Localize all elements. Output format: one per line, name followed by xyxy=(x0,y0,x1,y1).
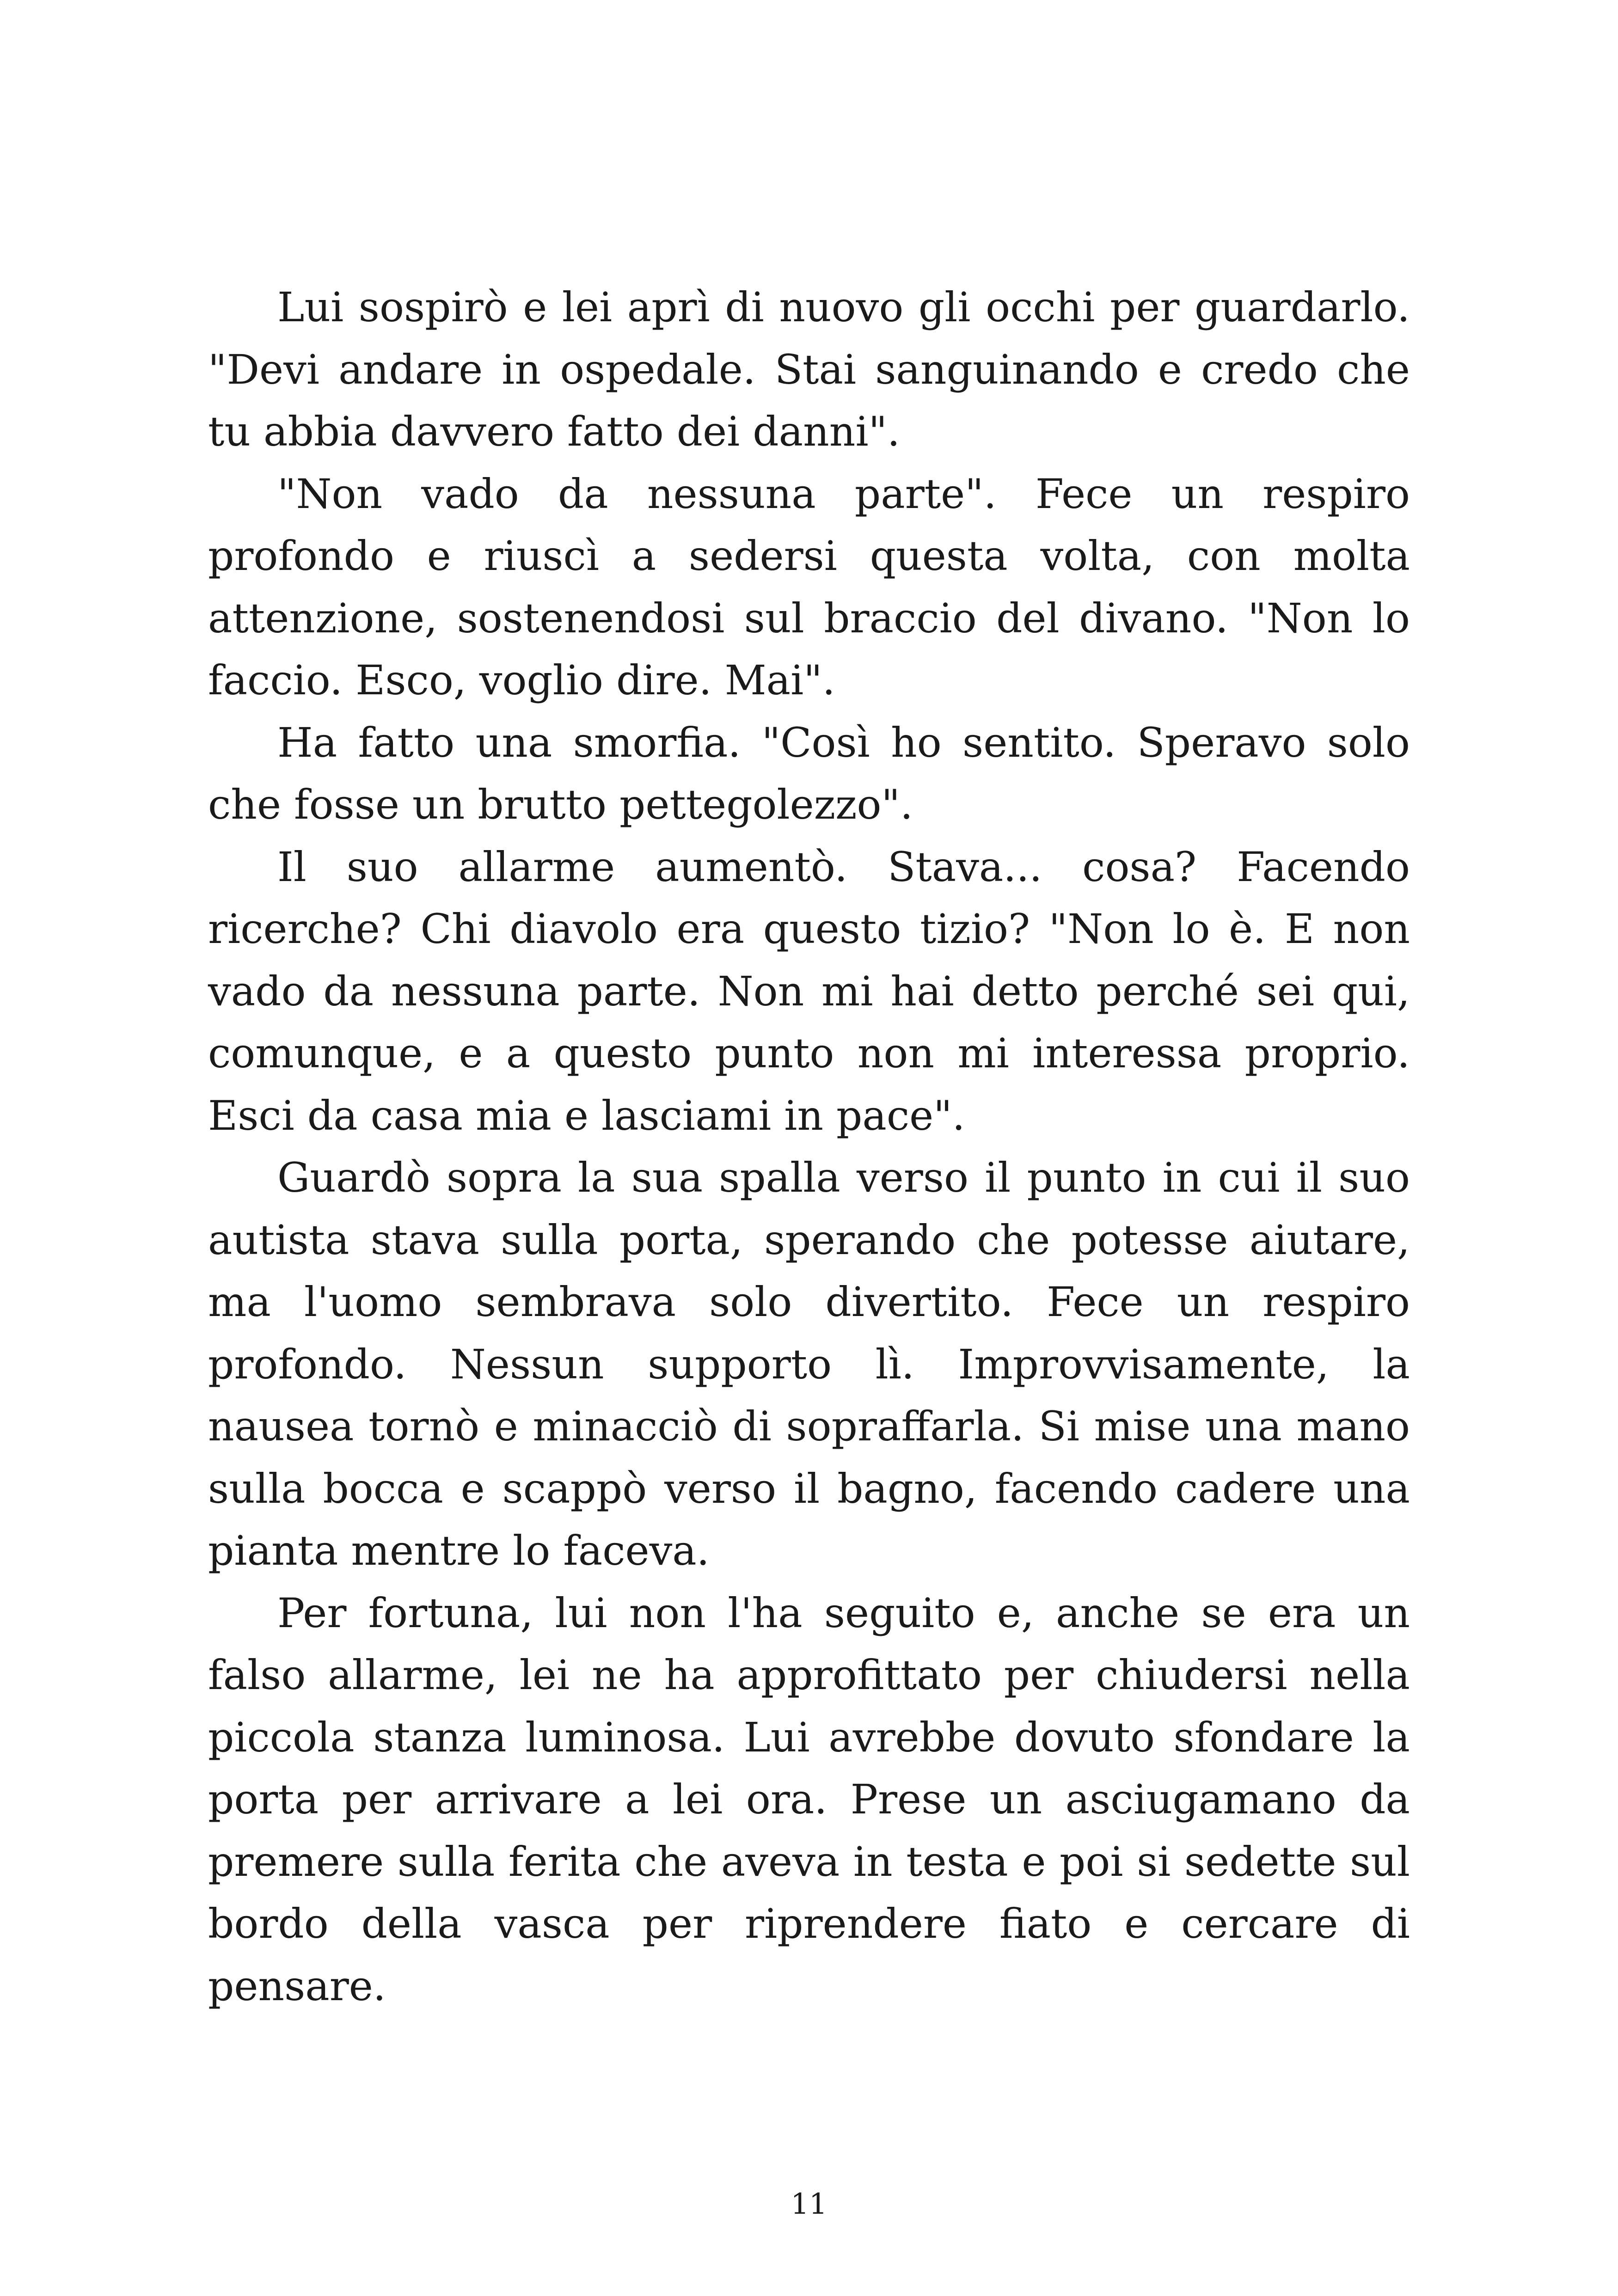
paragraph-4: Il suo allarme aumentò. Stava... cosa? Facendo ricerche? Chi diavolo era questo tizio? "Non lo è. E non vado da nessuna parte. Non mi hai detto perché sei qui, comunque, e a questo punto non mi interessa proprio. Esci da casa mia e lasciami in pace". xyxy=(208,843,1410,1139)
paragraph-6: Per fortuna, lui non l'ha seguito e, anche se era un falso allarme, lei ne ha approfittato per chiudersi nella piccola stanza luminosa. Lui avrebbe dovuto sfondare la porta per arrivare a lei ora. Prese un asciugamano da premere sulla ferita che aveva in testa e poi si sedette sul bordo della vasca per riprendere fiato e cercare di pensare. xyxy=(208,1589,1410,2010)
paragraph-5: Guardò sopra la sua spalla verso il punto in cui il suo autista stava sulla porta, sperando che potesse aiutare, ma l'uomo sembrava solo divertito. Fece un respiro profondo. Nessun supporto lì. Improvvisamente, la nausea tornò e minacciò di sopraffarla. Si mise una mano sulla bocca e scappò verso il bagno, facendo cadere una pianta mentre lo faceva. xyxy=(208,1154,1410,1574)
paragraph-2: "Non vado da nessuna parte". Fece un respiro profondo e riuscì a sedersi questa volta, con molta attenzione, sostenendosi sul braccio del divano. "Non lo faccio. Esco, voglio dire. Mai". xyxy=(208,470,1410,704)
paragraph-1: Lui sospirò e lei aprì di nuovo gli occhi per guardarlo. "Devi andare in ospedale. Stai sanguinando e credo che tu abbia davvero fatto dei danni". xyxy=(208,283,1410,455)
paragraph-3: Ha fatto una smorfia. "Così ho sentito. Speravo solo che fosse un brutto pettegolezzo". xyxy=(208,718,1410,828)
body-text xyxy=(208,276,1410,2017)
page-number: 11 xyxy=(791,2187,827,2221)
